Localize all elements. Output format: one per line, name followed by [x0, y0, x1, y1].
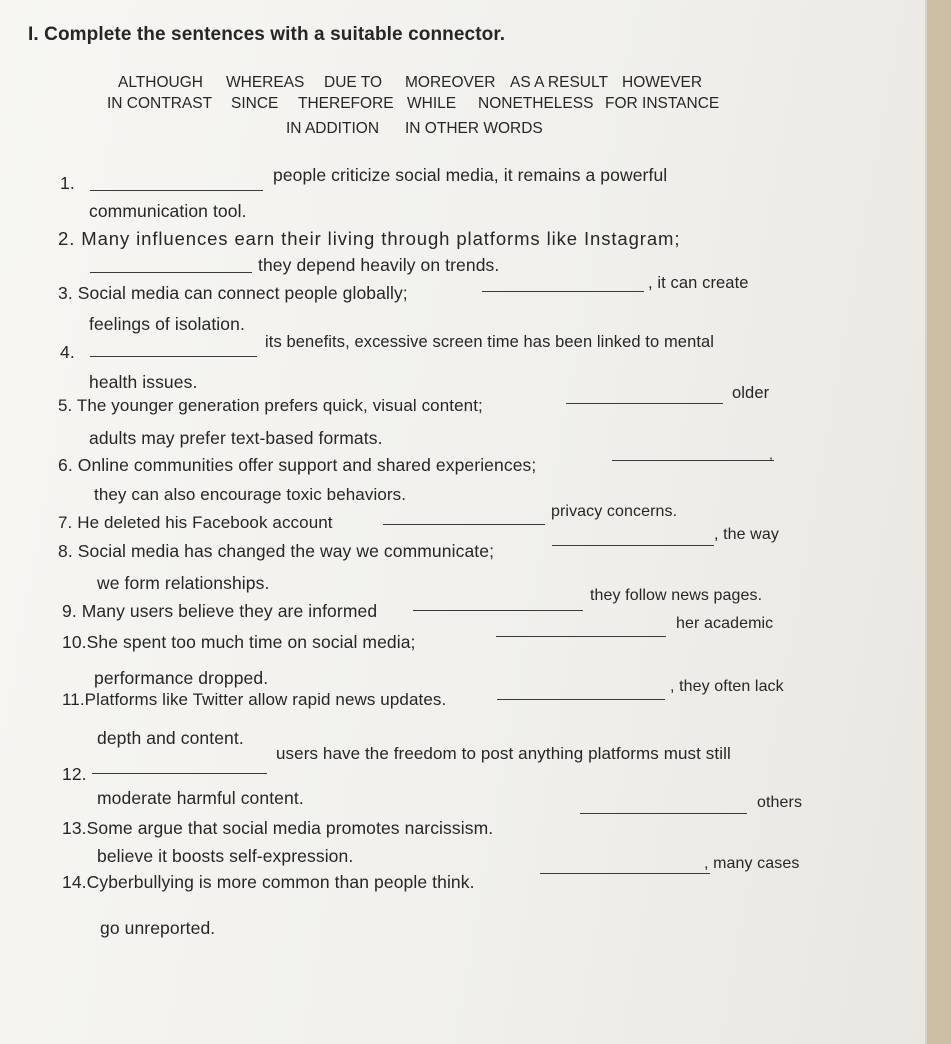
sentence-text: , the way: [714, 526, 779, 543]
sentence-text: we form relationships.: [97, 573, 270, 593]
connector-word: IN ADDITION: [286, 120, 380, 137]
answer-blank[interactable]: [413, 610, 583, 611]
item-number: 1.: [60, 173, 75, 193]
sentence-text: depth and content.: [97, 728, 244, 748]
sentence-text: they depend heavily on trends.: [258, 255, 500, 275]
sentence-text: believe it boosts self-expression.: [97, 846, 354, 866]
connector-word: IN CONTRAST: [107, 95, 213, 112]
sentence-text: 2. Many influences earn their living through platforms like Instagram;: [58, 228, 681, 249]
sentence-text: feelings of isolation.: [89, 314, 245, 334]
answer-blank[interactable]: [552, 545, 714, 546]
answer-blank[interactable]: [497, 699, 665, 700]
connector-word: WHILE: [407, 95, 457, 112]
sentence-text: 10.She spent too much time on social media;: [62, 632, 416, 652]
sentence-text: they follow news pages.: [590, 587, 763, 604]
sentence-text: health issues.: [89, 372, 198, 392]
answer-blank[interactable]: [566, 403, 723, 404]
connector-word: HOWEVER: [622, 74, 703, 91]
answer-blank[interactable]: [612, 460, 774, 461]
answer-blank[interactable]: [580, 813, 747, 814]
sentence-text: its benefits, excessive screen time has been linked to mental: [265, 333, 715, 351]
sentence-text: ,: [769, 446, 773, 462]
sentence-text: communication tool.: [89, 201, 247, 221]
answer-blank[interactable]: [90, 272, 252, 273]
exercise-heading: I. Complete the sentences with a suitable connector.: [28, 24, 506, 45]
sentence-text: 14.Cyberbullying is more common than people think.: [62, 872, 475, 892]
sentence-text: 11.Platforms like Twitter allow rapid news updates.: [62, 690, 447, 709]
connector-word: FOR INSTANCE: [605, 95, 720, 112]
item-number: 4.: [60, 342, 75, 362]
connector-word: MOREOVER: [405, 74, 496, 91]
sentence-text: 8. Social media has changed the way we communicate;: [58, 541, 495, 561]
answer-blank[interactable]: [540, 873, 710, 874]
sentence-text: 7. He deleted his Facebook account: [58, 513, 333, 532]
sentence-text: go unreported.: [100, 918, 216, 938]
sentence-text: people criticize social media, it remains a powerful: [273, 165, 668, 185]
sentence-text: , they often lack: [670, 678, 784, 695]
answer-blank[interactable]: [90, 356, 257, 357]
answer-blank[interactable]: [482, 291, 644, 292]
connector-word: DUE TO: [324, 74, 382, 91]
sentence-text: adults may prefer text-based formats.: [89, 428, 383, 448]
sentence-text: others: [757, 794, 803, 811]
sentence-text: older: [732, 384, 770, 402]
sentence-text: 13.Some argue that social media promotes narcissism.: [62, 818, 494, 838]
connector-word: ALTHOUGH: [118, 74, 203, 91]
item-number: 12.: [62, 764, 87, 784]
sentence-text: , many cases: [704, 855, 800, 872]
connector-word: IN OTHER WORDS: [405, 120, 543, 137]
answer-blank[interactable]: [90, 190, 263, 191]
sentence-text: 6. Online communities offer support and shared experiences;: [58, 455, 537, 475]
sentence-text: users have the freedom to post anything platforms must still: [276, 744, 731, 763]
connector-word: WHEREAS: [226, 74, 305, 91]
sentence-text: moderate harmful content.: [97, 788, 304, 808]
connector-word: SINCE: [231, 95, 279, 112]
connector-word: AS A RESULT: [510, 74, 608, 91]
sentence-text: her academic: [676, 615, 774, 632]
answer-blank[interactable]: [92, 773, 267, 774]
sentence-text: 9. Many users believe they are informed: [62, 601, 378, 621]
sentence-text: 3. Social media can connect people globally;: [58, 283, 408, 303]
sentence-text: privacy concerns.: [551, 503, 678, 520]
sentence-text: , it can create: [648, 274, 749, 292]
sentence-text: they can also encourage toxic behaviors.: [94, 485, 407, 504]
connector-word: THEREFORE: [298, 95, 394, 112]
answer-blank[interactable]: [383, 524, 545, 525]
answer-blank[interactable]: [496, 636, 666, 637]
sentence-text: performance dropped.: [94, 668, 269, 688]
sentence-text: 5. The younger generation prefers quick, visual content;: [58, 396, 483, 415]
connector-word: NONETHELESS: [478, 95, 594, 112]
